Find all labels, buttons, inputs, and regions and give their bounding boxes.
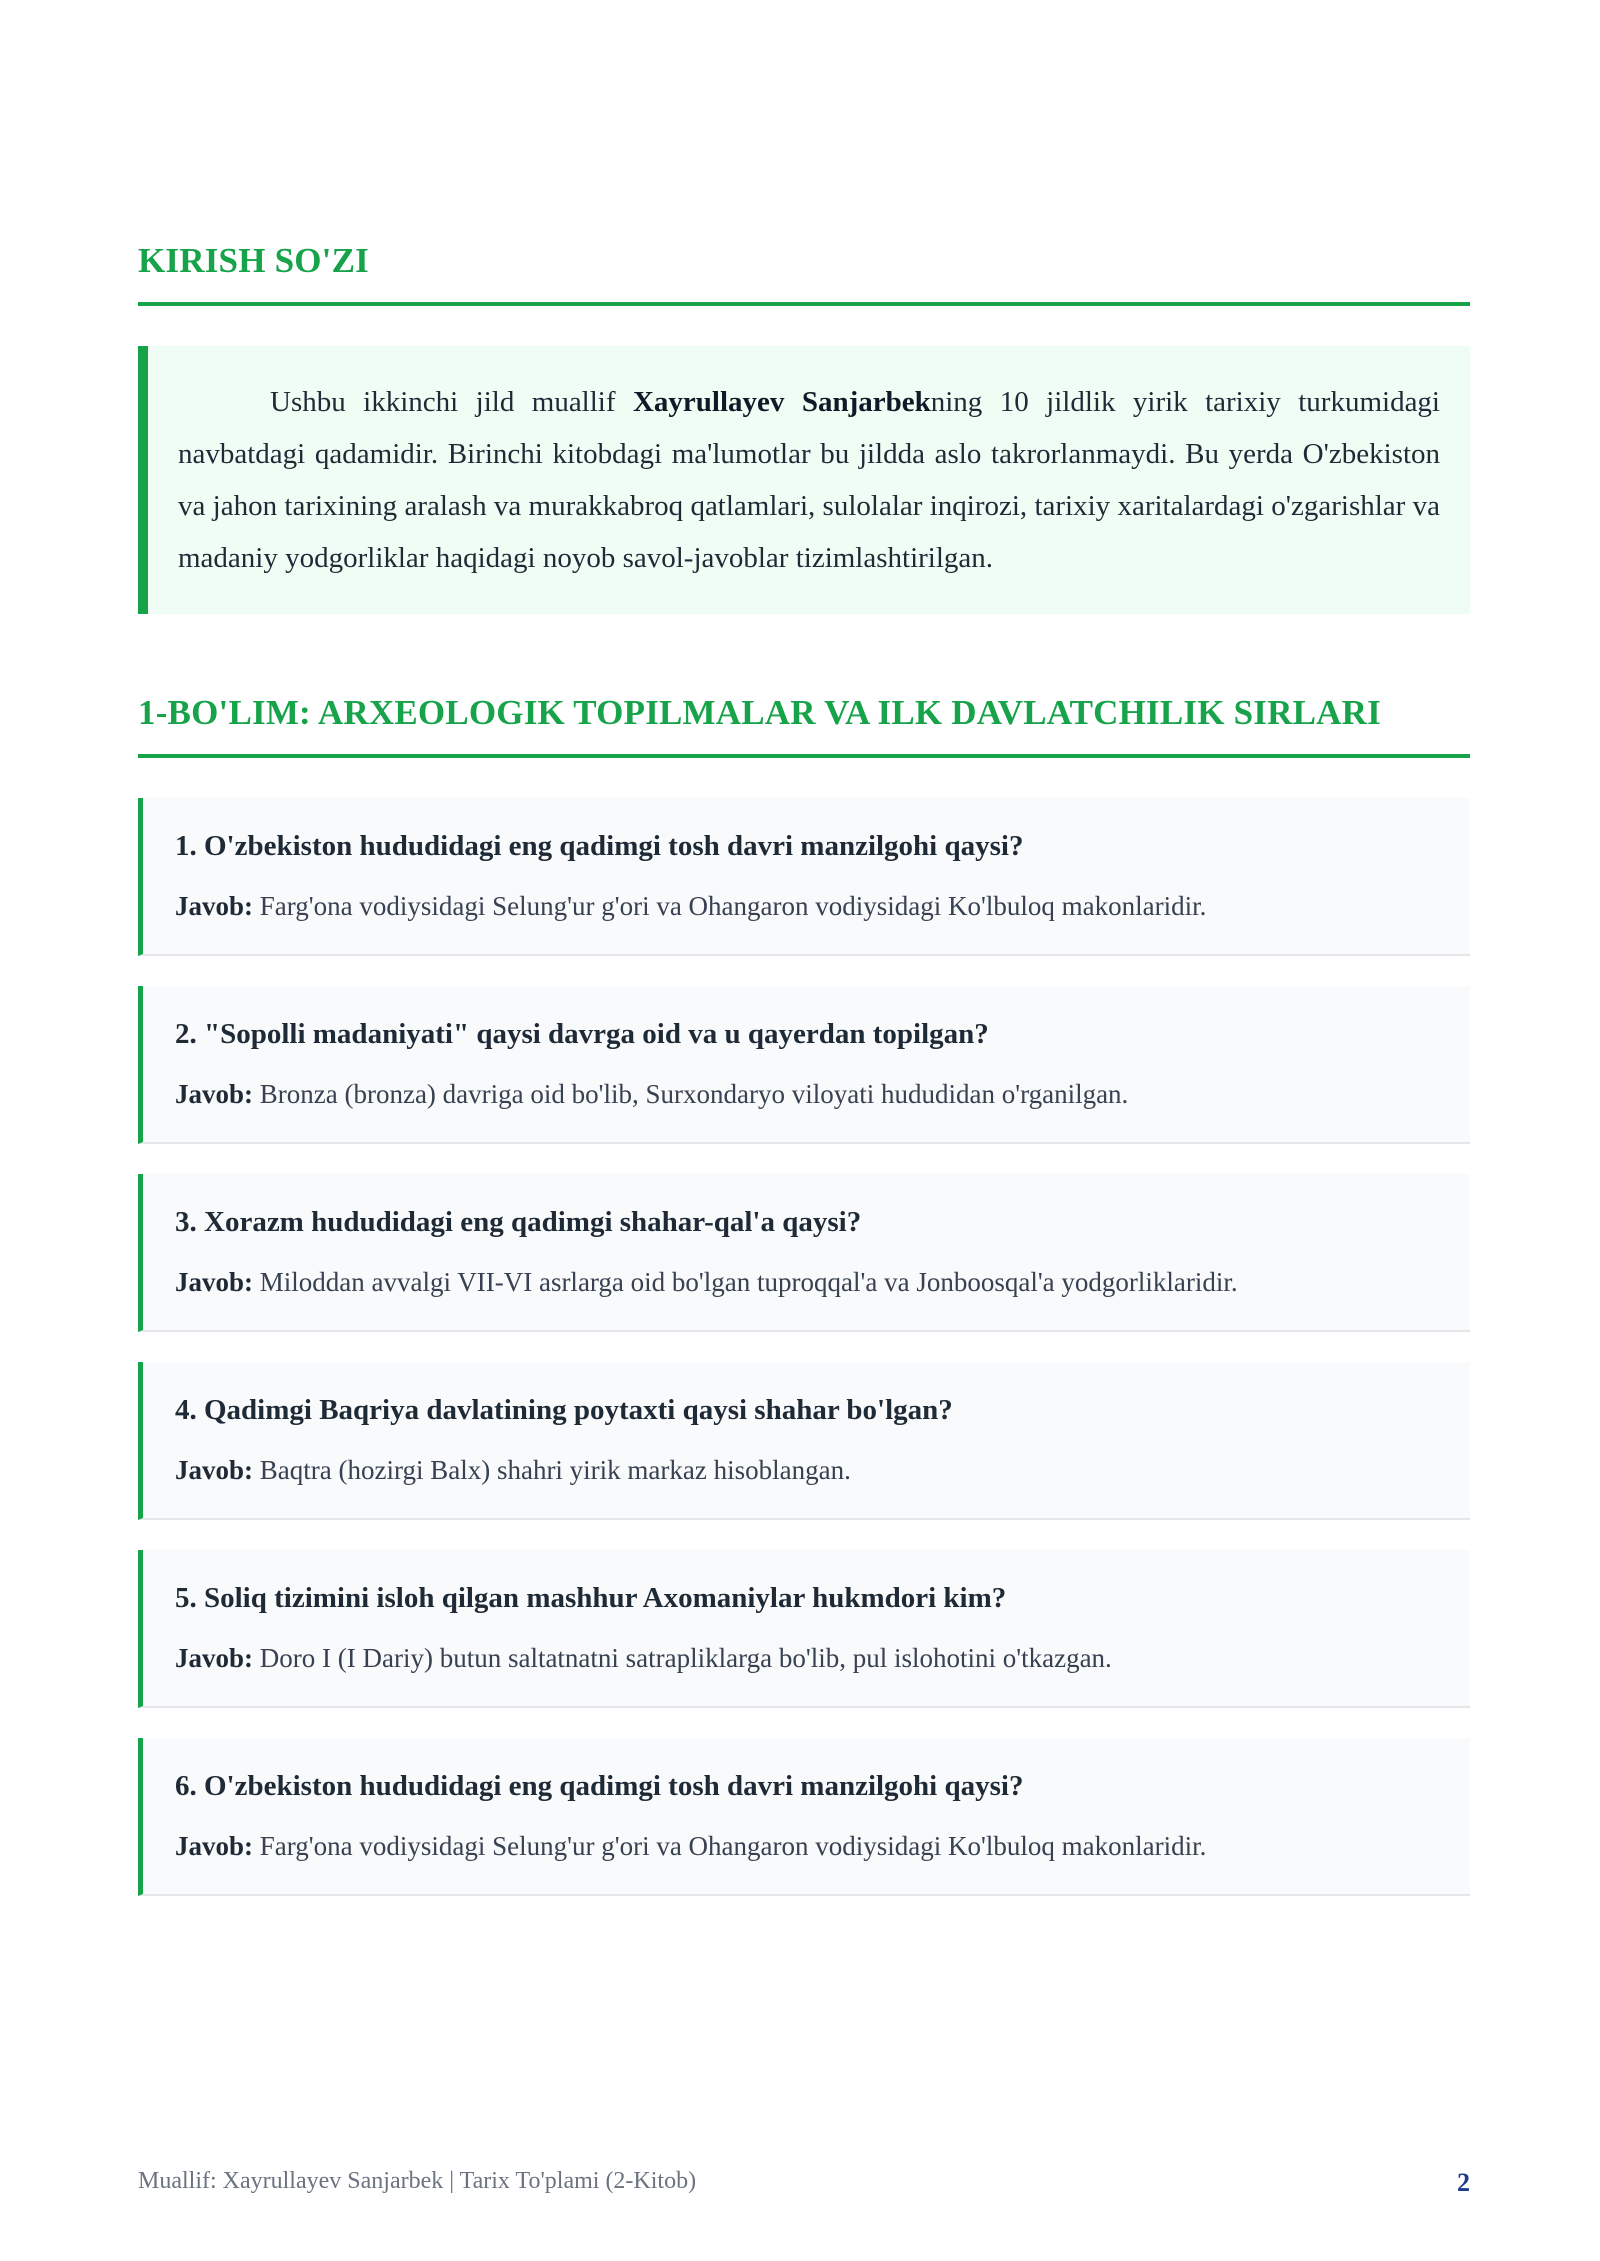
answer-label: Javob: (175, 1643, 254, 1673)
answer-text: Baqtra (hozirgi Balx) shahri yirik markaz hisoblangan. (259, 1455, 851, 1485)
section-1 (138, 692, 1470, 1896)
intro-paragraph (178, 376, 1440, 584)
answer-text: Farg'ona vodiysidagi Selung'ur g'ori va Ohangaron vodiysidagi Ko'lbuloq makonlaridir. (259, 1831, 1207, 1861)
qa-card (138, 798, 1470, 956)
footer-author-info: Muallif: Xayrullayev Sanjarbek | Tarix To'plami (2-Kitob) (138, 2168, 697, 2194)
page-number: 2 (1457, 2168, 1470, 2197)
intro-box (138, 346, 1470, 614)
answer-label: Javob: (175, 891, 254, 921)
qa-answer (175, 1826, 1440, 1866)
qa-answer (175, 1638, 1440, 1678)
qa-card (138, 986, 1470, 1144)
document-page (138, 240, 1470, 1896)
qa-answer (175, 886, 1440, 926)
qa-card (138, 1362, 1470, 1520)
answer-label: Javob: (175, 1267, 254, 1297)
answer-text: Farg'ona vodiysidagi Selung'ur g'ori va Ohangaron vodiysidagi Ko'lbuloq makonlaridir. (259, 891, 1207, 921)
qa-question: 2. "Sopolli madaniyati" qaysi davrga oid va u qayerdan topilgan? (175, 1018, 989, 1050)
section-1-heading: 1-BO'LIM: ARXEOLOGIK TOPILMALAR VA ILK DAVLATCHILIK SIRLARI (138, 692, 1470, 758)
intro-heading: KIRISH SO'ZI (138, 240, 1470, 306)
answer-text: Doro I (I Dariy) butun saltatnatni satrapliklarga bo'lib, pul islohotini o'tkazgan. (259, 1643, 1112, 1673)
qa-question: 4. Qadimgi Baqriya davlatining poytaxti qaysi shahar bo'lgan? (175, 1394, 953, 1426)
qa-answer (175, 1074, 1440, 1114)
intro-text-before: Ushbu ikkinchi jild muallif (270, 386, 633, 418)
answer-label: Javob: (175, 1079, 254, 1109)
qa-question: 6. O'zbekiston hududidagi eng qadimgi tosh davri manzilgohi qaysi? (175, 1770, 1024, 1802)
qa-card (138, 1550, 1470, 1708)
qa-answer (175, 1450, 1440, 1490)
intro-author-name: Xayrullayev Sanjarbek (632, 386, 931, 418)
answer-label: Javob: (175, 1455, 254, 1485)
qa-question: 5. Soliq tizimini isloh qilgan mashhur Axomaniylar hukmdori kim? (175, 1582, 1007, 1614)
qa-card (138, 1738, 1470, 1896)
answer-text: Bronza (bronza) davriga oid bo'lib, Surxondaryo viloyati hududidan o'rganilgan. (259, 1079, 1129, 1109)
qa-card (138, 1174, 1470, 1332)
qa-question: 1. O'zbekiston hududidagi eng qadimgi tosh davri manzilgohi qaysi? (175, 830, 1024, 862)
answer-text: Miloddan avvalgi VII-VI asrlarga oid bo'lgan tuproqqal'a va Jonboosqal'a yodgorliklaridir. (259, 1267, 1238, 1297)
qa-answer (175, 1262, 1440, 1302)
page-footer (138, 2168, 1470, 2204)
intro-text-after: ning 10 jildlik yirik tarixiy turkumidagi navbatdagi qadamidir. Birinchi kitobdagi ma'lumotlar bu jildda aslo takrorlanmaydi. Bu yerda O'zbekiston va jahon tarixining aralash va murakkabroq qatlamlari, sulolalar inqirozi, tarixiy xaritalardagi o'zgarishlar va madaniy yodgorliklar haqidagi noyob savol-javoblar tizimlashtirilgan. (178, 386, 1440, 574)
qa-question: 3. Xorazm hududidagi eng qadimgi shahar-qal'a qaysi? (175, 1206, 862, 1238)
answer-label: Javob: (175, 1831, 254, 1861)
